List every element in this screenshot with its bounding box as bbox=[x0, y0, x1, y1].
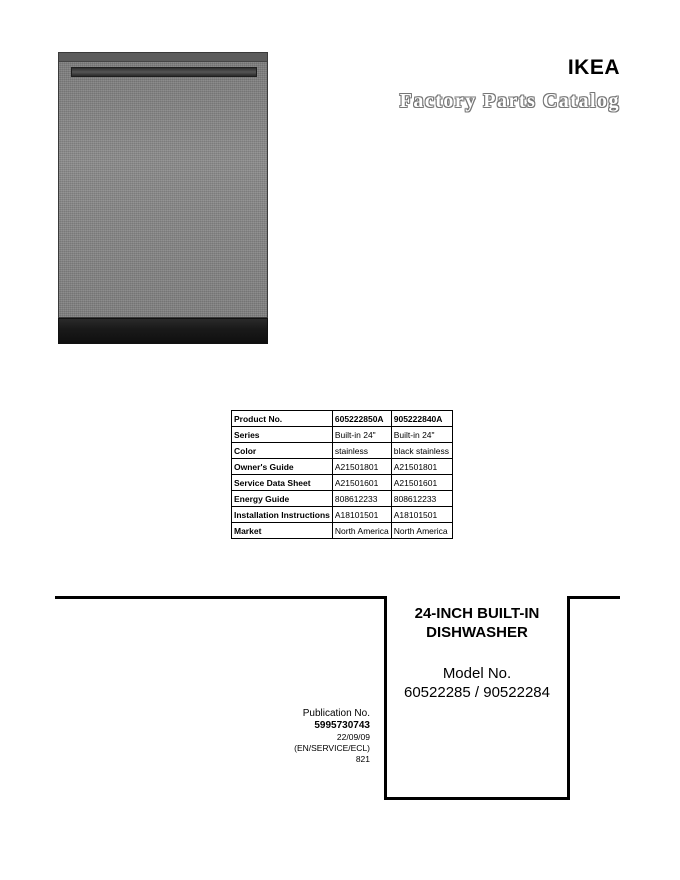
spec-value-cell-model-1: 808612233 bbox=[332, 491, 391, 507]
spec-value-cell-model-1: 605222850A bbox=[332, 411, 391, 427]
spec-label-cell: Installation Instructions bbox=[232, 507, 333, 523]
publication-info bbox=[270, 708, 370, 765]
spec-table-row bbox=[232, 507, 453, 523]
spec-value-cell-model-2: A21501801 bbox=[391, 459, 452, 475]
spec-value-cell-model-2: A18101501 bbox=[391, 507, 452, 523]
spec-table-row bbox=[232, 459, 453, 475]
spec-label-cell: Product No. bbox=[232, 411, 333, 427]
publication-page: 821 bbox=[355, 754, 370, 764]
spec-label-cell: Energy Guide bbox=[232, 491, 333, 507]
model-numbers: 60522285 / 90522284 bbox=[404, 684, 550, 701]
catalog-title: Factory Parts Catalog bbox=[399, 90, 620, 112]
spec-value-cell-model-2: Built-in 24" bbox=[391, 427, 452, 443]
spec-value-cell-model-1: North America bbox=[332, 523, 391, 539]
spec-value-cell-model-2: 905222840A bbox=[391, 411, 452, 427]
spec-value-cell-model-1: stainless bbox=[332, 443, 391, 459]
divider-rule-left bbox=[55, 596, 385, 599]
spec-value-cell-model-2: black stainless bbox=[391, 443, 452, 459]
dishwasher-top-strip bbox=[59, 53, 267, 62]
spec-value-cell-model-1: A21501801 bbox=[332, 459, 391, 475]
spec-label-cell: Owner's Guide bbox=[232, 459, 333, 475]
publication-number: 5995730743 bbox=[314, 720, 370, 731]
spec-label-cell: Service Data Sheet bbox=[232, 475, 333, 491]
spec-value-cell-model-2: A21501601 bbox=[391, 475, 452, 491]
dishwasher-door bbox=[58, 52, 268, 318]
spec-value-cell-model-2: 808612233 bbox=[391, 491, 452, 507]
spec-value-cell-model-1: Built-in 24" bbox=[332, 427, 391, 443]
spec-value-cell-model-1: A21501601 bbox=[332, 475, 391, 491]
spec-label-cell: Series bbox=[232, 427, 333, 443]
spec-table-row bbox=[232, 475, 453, 491]
divider-rule-right bbox=[570, 596, 620, 599]
spec-table-row bbox=[232, 443, 453, 459]
spec-table-row bbox=[232, 523, 453, 539]
spec-table-row bbox=[232, 491, 453, 507]
spec-table bbox=[231, 410, 453, 539]
product-title bbox=[387, 604, 567, 642]
model-label: Model No. bbox=[442, 665, 512, 682]
spec-value-cell-model-2: North America bbox=[391, 523, 452, 539]
product-info-box bbox=[384, 596, 570, 800]
publication-code: (EN/SERVICE/ECL) bbox=[294, 743, 370, 753]
dishwasher-illustration bbox=[58, 52, 268, 344]
publication-label: Publication No. bbox=[302, 708, 370, 719]
product-title-line2: DISHWASHER bbox=[426, 624, 528, 641]
spec-table-row bbox=[232, 411, 453, 427]
dishwasher-handle bbox=[71, 67, 257, 77]
spec-label-cell: Color bbox=[232, 443, 333, 459]
spec-value-cell-model-1: A18101501 bbox=[332, 507, 391, 523]
brand-logo: IKEA bbox=[567, 56, 620, 79]
publication-date: 22/09/09 bbox=[336, 732, 370, 742]
spec-label-cell: Market bbox=[232, 523, 333, 539]
dishwasher-kickplate bbox=[58, 318, 268, 344]
spec-table-row bbox=[232, 427, 453, 443]
product-title-line1: 24-INCH BUILT-IN bbox=[414, 605, 540, 622]
